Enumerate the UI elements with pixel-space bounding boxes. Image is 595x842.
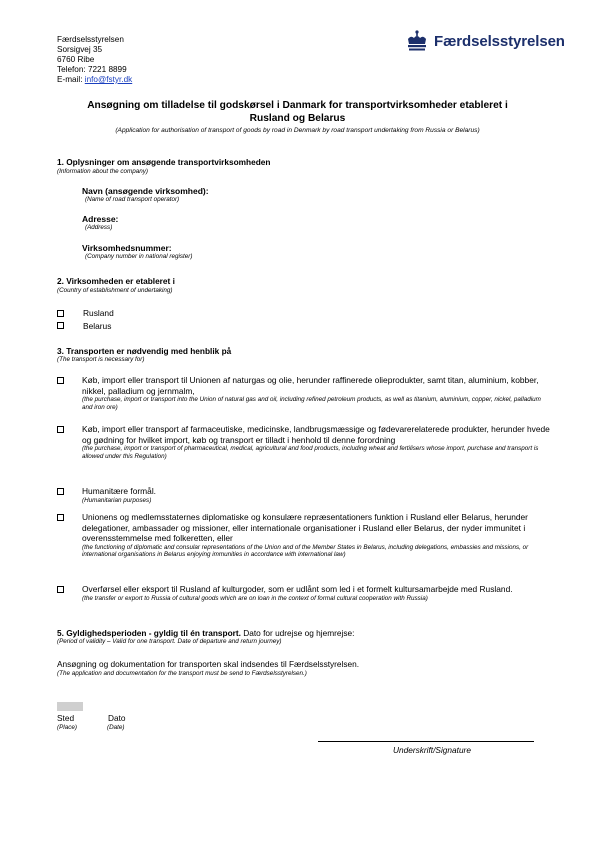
purpose-item-4 (82, 512, 552, 559)
document-subtitle: (Application for authorisation of transport of goods by road in Denmark by road transport undertaking from Russia or Belarus) (115, 127, 480, 134)
company-name-label: Navn (ansøgende virksomhed): (82, 186, 209, 196)
section-1-note: (Information about the company) (57, 168, 149, 175)
checkbox-purpose-5[interactable] (57, 586, 64, 593)
logo-text: Færdselsstyrelsen (434, 32, 565, 50)
title-line-1: Ansøgning om tilladelse til godskørsel i Danmark for transportvirksomheder etableret i (87, 100, 508, 111)
company-number-field[interactable] (82, 243, 192, 261)
section-1-heading: 1. Oplysninger om ansøgende transportvirksomheden (57, 157, 271, 167)
purpose-item-3 (82, 486, 552, 504)
sender-address (57, 35, 132, 85)
title-line-2: Rusland og Belarus (249, 112, 346, 124)
section-2-note: (Country of establishment of undertaking) (57, 287, 173, 294)
checkbox-purpose-2[interactable] (57, 426, 64, 433)
sender-phone: Telefon: 7221 8899 (57, 65, 127, 74)
document-title (40, 100, 555, 125)
purpose-1-text: Køb, import eller transport til Unionen af naturgas og olie, herunder raffinerede olieprodukter, samt titan, aluminium, kobber, nikkel, palladium og jernmalm, (82, 375, 539, 396)
company-name-note: (Name of road transport operator) (85, 196, 180, 203)
checkbox-purpose-3[interactable] (57, 488, 64, 495)
section-3-heading: 3. Transporten er nødvendig med henblik på (57, 346, 232, 356)
checkbox-belarus[interactable] (57, 322, 64, 329)
date-note: (Date) (107, 724, 125, 731)
company-number-label: Virksomhedsnummer: (82, 243, 172, 253)
purpose-5-text: Overførsel eller eksport til Rusland af kulturgoder, som er udlånt som led i et formelt kultursamarbejde med Rusland. (82, 584, 513, 594)
submission-note: (The application and documentation for the transport must be send to Færdselsstyrelsen.) (57, 670, 307, 677)
section-2-heading: 2. Virksomheden er etableret i (57, 276, 175, 286)
purpose-item-2 (82, 424, 552, 460)
section-3-note: (The transport is necessary for) (57, 356, 145, 363)
option-rusland: Rusland (83, 308, 114, 318)
submission-text: Ansøgning og dokumentation for transporten skal indsendes til Færdselsstyrelsen. (57, 659, 360, 669)
purpose-2-text: Køb, import eller transport af farmaceutiske, medicinske, landbrugsmæssige og fødevarerelaterede produkter, herunder hvede og gødning for hvilket import, køb og transport er tilladt i henhold til denne forordning (82, 424, 550, 445)
checkbox-purpose-4[interactable] (57, 514, 64, 521)
purpose-5-note: (the transfer or export to Russia of cultural goods which are on loan in the context of formal cultural cooperation with Russia) (82, 594, 428, 602)
purpose-2-note: (the purchase, import or transport of pharmaceutical, medical, agricultural and food products, including wheat and fertilisers whose import, purchase and transport is allowed under this Regulation) (82, 445, 539, 460)
signature-line[interactable] (318, 741, 534, 742)
place-note: (Place) (57, 724, 77, 731)
sender-city: 6760 Ribe (57, 55, 95, 64)
date-label: Dato (108, 713, 126, 723)
purpose-3-note: (Humanitarian purposes) (82, 496, 152, 504)
purpose-item-5 (82, 584, 552, 602)
section-5-heading-normal: Dato for udrejse og hjemrejse: (243, 628, 355, 638)
sender-name: Færdselsstyrelsen (57, 35, 124, 44)
agency-logo (405, 30, 565, 52)
crown-icon (405, 30, 429, 52)
checkbox-rusland[interactable] (57, 310, 64, 317)
section-5-note: (Period of validity – Valid for one transport. Date of departure and return journey) (57, 638, 282, 645)
section-5-heading (57, 628, 354, 638)
company-name-field[interactable] (82, 186, 209, 204)
sender-street: Sorsigvej 35 (57, 45, 103, 54)
purpose-3-text: Humanitære formål. (82, 486, 157, 496)
purpose-4-text: Unionens og medlemsstaternes diplomatiske og konsulære repræsentationers funktion i Rusland eller Belarus, herunder delegationer, ambassader og missioner, eller internationale organisationer i Rusland eller Belarus, der nyder immunitet i overensstemmelse med folkeretten, eller (82, 512, 528, 544)
checkbox-purpose-1[interactable] (57, 377, 64, 384)
place-date-field[interactable] (57, 702, 83, 711)
sender-email-link[interactable]: info@fstyr.dk (84, 75, 133, 84)
address-label: Adresse: (82, 214, 119, 224)
section-5-heading-bold: 5. Gyldighedsperioden - gyldig til én transport. (57, 628, 241, 638)
place-label: Sted (57, 713, 75, 723)
purpose-4-note: (the functioning of diplomatic and consular representations of the Union and of the Member States in Belarus, including delegations, embassies and missions, or international organisations in Belarus enjoying immunities in accordance with international law) (82, 543, 529, 559)
sender-email-label: E-mail: (57, 75, 83, 84)
address-field[interactable] (82, 214, 118, 232)
purpose-1-note: (the purchase, import or transport into the Union of natural gas and oil, including refined petroleum products, as well as titanium, aluminium, copper, nickel, palladium and iron ore) (82, 396, 541, 411)
address-note: (Address) (85, 224, 113, 231)
company-number-note: (Company number in national register) (85, 253, 193, 260)
purpose-item-1 (82, 375, 552, 411)
option-belarus: Belarus (83, 321, 112, 331)
signature-label: Underskrift/Signature (393, 745, 471, 755)
sender-email-row (57, 75, 132, 85)
